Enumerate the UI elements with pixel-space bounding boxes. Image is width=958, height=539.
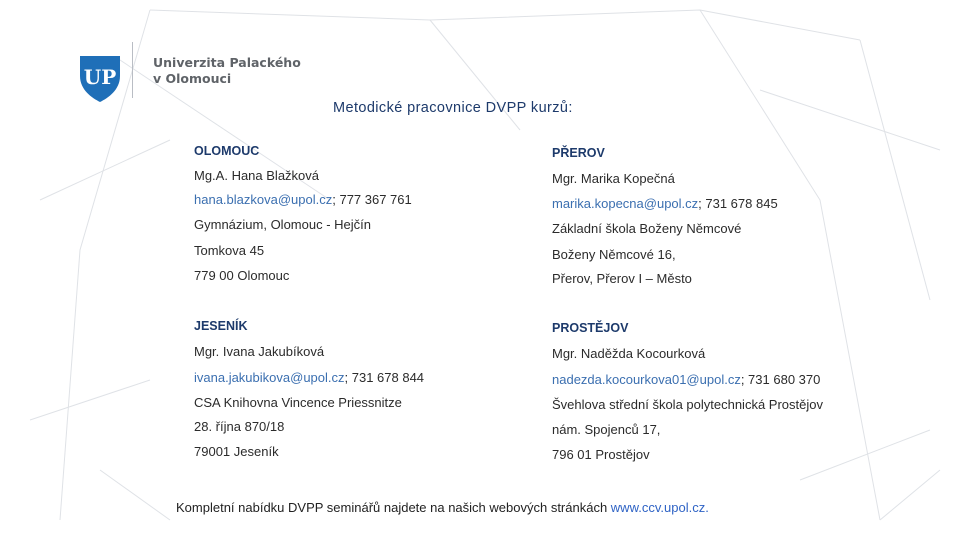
phone-number: ; 731 680 370	[740, 372, 821, 387]
town-address: Přerov, Přerov I – Město	[552, 271, 692, 286]
city-heading: PROSTĚJOV	[552, 321, 629, 335]
email-link[interactable]: nadezda.kocourkova01@upol.cz	[552, 372, 741, 387]
contact-name: Mgr. Naděžda Kocourková	[552, 346, 706, 361]
contact-line	[552, 372, 820, 387]
contact-line	[552, 196, 778, 211]
town-address: 79001 Jeseník	[194, 444, 279, 459]
contact-name: Mgr. Marika Kopečná	[552, 171, 675, 186]
university-name-line2: v Olomouci	[153, 71, 232, 86]
street-address: 28. října 870/18	[194, 419, 285, 434]
street-address: Boženy Němcové 16,	[552, 247, 676, 262]
footer-note	[176, 500, 709, 515]
school-name: Gymnázium, Olomouc - Hejčín	[194, 217, 371, 232]
phone-number: ; 731 678 845	[698, 196, 778, 211]
footer-text: Kompletní nabídku DVPP seminářů najdete na našich webových stránkách	[176, 500, 611, 515]
city-heading: PŘEROV	[552, 146, 605, 160]
right-column	[552, 0, 952, 539]
contact-line	[194, 370, 424, 385]
logo-divider	[132, 42, 133, 98]
street-address: Tomkova 45	[194, 243, 265, 258]
website-link[interactable]: www.ccv.upol.cz.	[610, 500, 709, 515]
school-name: CSA Knihovna Vincence Priessnitze	[194, 395, 402, 410]
shield-icon	[76, 52, 136, 112]
school-name: Základní škola Boženy Němcové	[552, 221, 742, 236]
contact-name: Mg.A. Hana Blažková	[194, 168, 320, 183]
city-heading: JESENÍK	[194, 319, 248, 333]
town-address: 779 00 Olomouc	[194, 268, 290, 283]
email-link[interactable]: marika.kopecna@upol.cz	[552, 196, 699, 211]
contact-line	[194, 192, 412, 207]
city-heading: OLOMOUC	[194, 144, 260, 158]
left-column	[194, 0, 544, 539]
university-name-line1: Univerzita Palackého	[153, 55, 301, 70]
svg-text:UP: UP	[83, 65, 117, 89]
town-address: 796 01 Prostějov	[552, 447, 650, 462]
page-title: Metodické pracovnice DVPP kurzů:	[333, 100, 573, 116]
street-address: nám. Spojenců 17,	[552, 422, 661, 437]
email-link[interactable]: hana.blazkova@upol.cz	[194, 192, 333, 207]
contact-name: Mgr. Ivana Jakubíková	[194, 344, 325, 359]
email-link[interactable]: ivana.jakubikova@upol.cz	[194, 370, 345, 385]
phone-number: ; 777 367 761	[332, 192, 412, 207]
phone-number: ; 731 678 844	[344, 370, 425, 385]
school-name: Švehlova střední škola polytechnická Prostějov	[552, 397, 823, 412]
